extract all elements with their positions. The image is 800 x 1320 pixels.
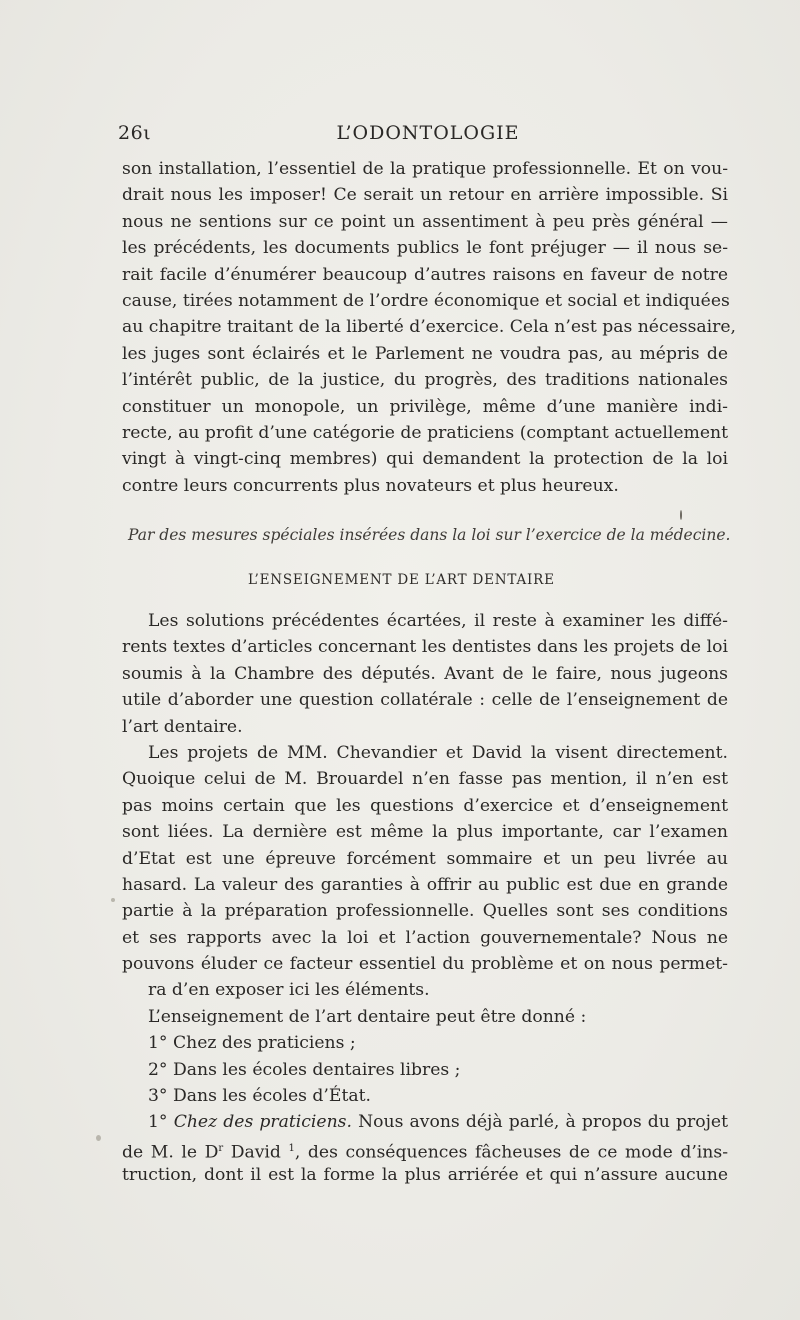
running-title: L’ODONTOLOGIE	[336, 122, 520, 144]
ink-mark	[680, 510, 682, 520]
text-line: utile d’aborder une question collatérale : celle de l’enseignement de	[122, 690, 728, 711]
list-item	[122, 1083, 728, 1109]
text-line: l’art dentaire.	[122, 716, 243, 737]
text-line: l’intérêt public, de la justice, du progrès, des traditions nationales	[122, 370, 728, 391]
text-line: Les solutions précédentes écartées, il reste à examiner les diffé-	[148, 611, 728, 631]
list-number: 3°	[148, 1086, 168, 1107]
text-line: recte, au profit d’une catégorie de praticiens (comptant actuellement	[122, 422, 728, 443]
text-line: hasard. La valeur des garanties à offrir au public est due en grande	[122, 874, 728, 895]
italic-caption: Par des mesures spéciales insérées dans la loi sur l’exercice de la médecine.	[128, 526, 731, 544]
text-fragment: David	[223, 1142, 289, 1163]
list-number: 1°	[148, 1033, 168, 1054]
text-line: et ses rapports avec la loi et l’action gouvernementale? Nous ne	[122, 927, 728, 948]
text-line: soumis à la Chambre des députés. Avant de le faire, nous jugeons	[122, 663, 728, 684]
text-line: d’Etat est une épreuve forcément sommaire et un peu livrée au	[122, 848, 728, 869]
text-line: pas moins certain que les questions d’exercice et d’enseignement	[122, 795, 728, 816]
paragraph-1	[122, 156, 737, 499]
text-fragment: de M. le D	[122, 1142, 219, 1163]
text-line: contre leurs concurrents plus novateurs et plus heureux.	[122, 475, 619, 496]
section-heading: L’ENSEIGNEMENT DE L’ART DENTAIRE	[248, 572, 555, 588]
list-text: Dans les écoles dentaires libres ;	[173, 1059, 461, 1080]
list-item	[122, 1030, 728, 1056]
text-line	[122, 1136, 728, 1162]
text-line: au chapitre traitant de la liberté d’exercice. Cela n’est pas nécessaire,	[122, 317, 737, 338]
page-number: 26ι	[118, 122, 152, 144]
text-line: les juges sont éclairés et le Parlement ne voudra pas, au mépris de	[122, 343, 728, 364]
running-head	[118, 122, 738, 150]
list-number: 2°	[148, 1059, 168, 1080]
paragraph-number: 1°	[148, 1112, 168, 1133]
paper-speck	[96, 1135, 101, 1141]
text-line: cause, tirées notamment de l’ordre économique et social et indiquées	[122, 290, 730, 311]
list-item	[122, 1057, 728, 1083]
footnote-marker: 1	[288, 1142, 295, 1154]
text-line: constituer un monopole, un privilège, même d’une manière indi-	[122, 396, 728, 417]
text-line: ra d’en exposer ici les éléments.	[148, 980, 430, 1001]
paper-speck	[111, 898, 115, 902]
text-fragment: , des conséquences fâcheuses de ce mode d’ins-	[294, 1142, 728, 1163]
text-line: pouvons éluder ce facteur essentiel du problème et on nous permet-	[122, 954, 728, 975]
text-line: truction, dont il est la forme la plus arriérée et qui n’assure aucune	[122, 1165, 728, 1186]
text-line	[122, 1109, 728, 1135]
list-text: Dans les écoles d’État.	[173, 1086, 371, 1107]
text-line: rait facile d’énumérer beaucoup d’autres raisons en faveur de notre	[122, 264, 728, 285]
text-line: sont liées. La dernière est même la plus importante, car l’examen	[122, 822, 728, 843]
text-line: son installation, l’essentiel de la pratique professionnelle. Et on vou-	[122, 159, 728, 179]
text-line: les précédents, les documents publics le font préjuger — il nous se-	[122, 238, 728, 259]
text-line: nous ne sentions sur ce point un assentiment à peu près général —	[122, 211, 728, 232]
superscript-r: r	[218, 1142, 224, 1154]
body-text	[122, 608, 728, 1189]
text-line: partie à la préparation professionnelle. Quelles sont ses conditions	[122, 901, 728, 922]
text-line: L’enseignement de l’art dentaire peut être donné :	[148, 1006, 587, 1027]
list-text: Chez des praticiens ;	[173, 1033, 356, 1054]
text-line: vingt à vingt-cinq membres) qui demandent la protection de la loi	[122, 449, 728, 470]
italic-lead: Chez des praticiens.	[173, 1112, 352, 1133]
text-line: rents textes d’articles concernant les dentistes dans les projets de loi	[122, 637, 728, 658]
text-line: Quoique celui de M. Brouardel n’en fasse pas mention, il n’en est	[122, 769, 728, 790]
text-line: Les projets de MM. Chevandier et David la visent directement.	[148, 742, 728, 763]
text-fragment: Nous avons déjà parlé, à propos du projet	[358, 1112, 729, 1133]
text-line: drait nous les imposer! Ce serait un retour en arrière impossible. Si	[122, 185, 728, 206]
